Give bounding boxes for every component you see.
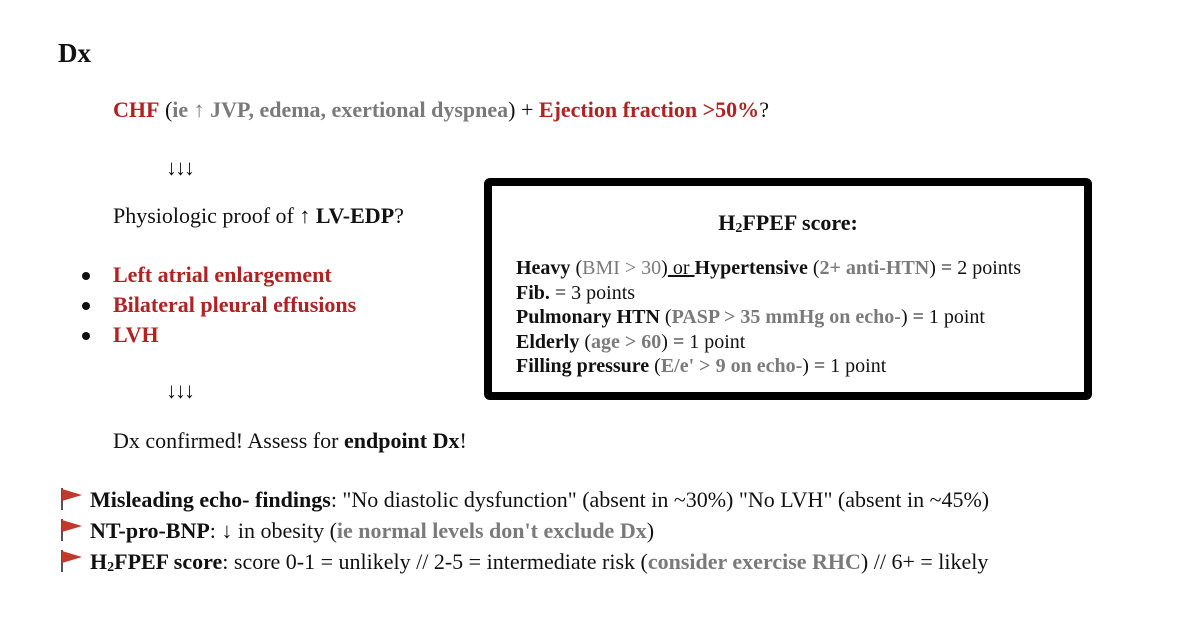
list-item: Left atrial enlargement	[82, 260, 356, 290]
down-arrows-1: ↓↓↓	[166, 155, 193, 180]
list-item: Bilateral pleural effusions	[82, 290, 356, 320]
bullet-icon	[82, 272, 90, 280]
down-arrows-2: ↓↓↓	[166, 378, 193, 403]
diagnostic-criteria-line: CHF (ie ↑ JVP, edema, exertional dyspnea) + Ejection fraction >50%?	[113, 97, 769, 122]
bullet-icon	[82, 302, 90, 310]
bullet-icon	[82, 332, 90, 340]
notes-list	[60, 484, 989, 577]
score-item-pulmonary: Pulmonary HTN (PASP > 35 mmHg on echo-) = 1 point	[516, 306, 985, 328]
note-echo-findings: Misleading echo- findings: "No diastolic dysfunction" (absent in ~30%) "No LVH" (absent in ~45%)	[60, 484, 989, 515]
list-item: LVH	[82, 320, 356, 350]
ejection-fraction-term: Ejection fraction >50%	[538, 97, 760, 122]
score-box-title: $H_2FPEF$ score:	[718, 210, 858, 236]
score-item-filling: Filling pressure (E/e' > 9 on echo-) = 1 point	[516, 355, 887, 377]
lv-edp-term: LV-EDP	[315, 203, 395, 228]
physiologic-proof-line: Physiologic proof of ↑ LV-EDP?	[113, 203, 404, 228]
flag-icon	[60, 488, 84, 510]
note-h2fpef-score: $H_2FPEF$ score: score 0-1 = unlikely // 2-5 = intermediate risk (consider exercise RHC) // 6+ = likely	[60, 546, 989, 577]
page-title: Dx	[58, 38, 91, 68]
score-item-elderly: Elderly (age > 60) = 1 point	[516, 330, 746, 353]
endpoint-dx-term: endpoint Dx	[343, 428, 460, 453]
score-item-heavy: Heavy (BMI > 30) or Hypertensive (2+ anti-HTN) = 2 points	[516, 257, 1022, 279]
score-item-fib: Fib. = 3 points	[516, 281, 636, 304]
score-box-items	[516, 256, 1021, 379]
chf-signs: ie ↑ JVP, edema, exertional dyspnea	[172, 97, 509, 122]
chf-term: CHF	[113, 97, 160, 122]
flag-icon	[60, 519, 84, 541]
h2fpef-score-box	[484, 178, 1092, 400]
evidence-list	[82, 260, 356, 350]
flag-icon	[60, 550, 84, 572]
note-nt-pro-bnp: NT-pro-BNP: ↓ in obesity (ie normal levels don't exclude Dx)	[60, 515, 989, 546]
dx-confirmed-line: Dx confirmed! Assess for endpoint Dx!	[113, 428, 467, 453]
